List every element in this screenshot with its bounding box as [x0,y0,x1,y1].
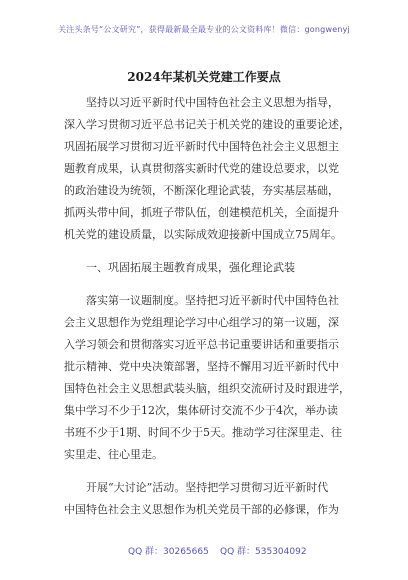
paragraph-line: 坚持以习近平新时代中国特色社会主义思想为指导， [86,96,339,109]
paragraph-line: 国特色社会主义思想武装头脑，组织交流研讨及时跟进学， [64,382,350,395]
paragraph-line: 的政治建设为统领，不断深化理论武装，夯实基层基础， [64,184,339,197]
document-body [64,92,350,521]
paragraph-line: 开展“大讨论”活动。坚持把学习贯彻习近平新时代 [86,481,329,494]
header-notice: 关注头条号“公文研究”，获得最新最全最专业的公文资料库！微信：gongwenyj [58,25,350,34]
paragraph-line: 入学习领会和贯彻落实习近平总书记重要讲话和重要指示 [64,338,339,351]
section-heading-text: 一、巩固拓展主题教育成果，强化理论武装 [86,261,295,274]
paragraph-line: 批示精神、党中央决策部署，坚持不懈用习近平新时代中 [64,360,339,373]
paragraph-first-topic [64,290,350,466]
paragraph-line: 抓两头带中间，抓班子带队伍，创建模范机关，全面提升 [64,206,339,219]
paragraph-line: 集中学习不少于12次，集体研讨交流不少于4次，举办读 [64,404,338,417]
qq-group-right: QQ 群：535304092 [220,547,307,557]
section-heading [64,257,350,279]
paragraph-line: 中国特色社会主义思想作为机关党员干部的必修课，作为 [64,503,339,516]
paragraph-discussion [64,477,350,521]
paragraph-line: 深入学习贯彻习近平总书记关于机关党的建设的重要论述， [64,118,350,131]
paragraph-line: 题教育成果，认真贯彻落实新时代党的建设总要求，以党 [64,162,339,175]
qq-group-left: QQ 群：30265665 [128,547,209,557]
document-title: 2024年某机关党建工作要点 [127,70,281,84]
paragraph-intro [64,92,350,246]
paragraph-line: 实里走、往心里走。 [64,448,163,461]
paragraph-line: 会主义思想作为党组理论学习中心组学习的第一议题，深 [64,316,339,329]
paragraph-line: 巩固拓展学习贯彻习近平新时代中国特色社会主义思想主 [64,140,339,153]
paragraph-line: 书班不少于1期、时间不少于5天。推动学习往深里走、往 [64,426,342,439]
paragraph-line: 落实第一议题制度。坚持把习近平新时代中国特色社 [86,294,339,307]
paragraph-line: 机关党的建设质量，以实际成效迎接新中国成立75周年。 [64,228,342,241]
